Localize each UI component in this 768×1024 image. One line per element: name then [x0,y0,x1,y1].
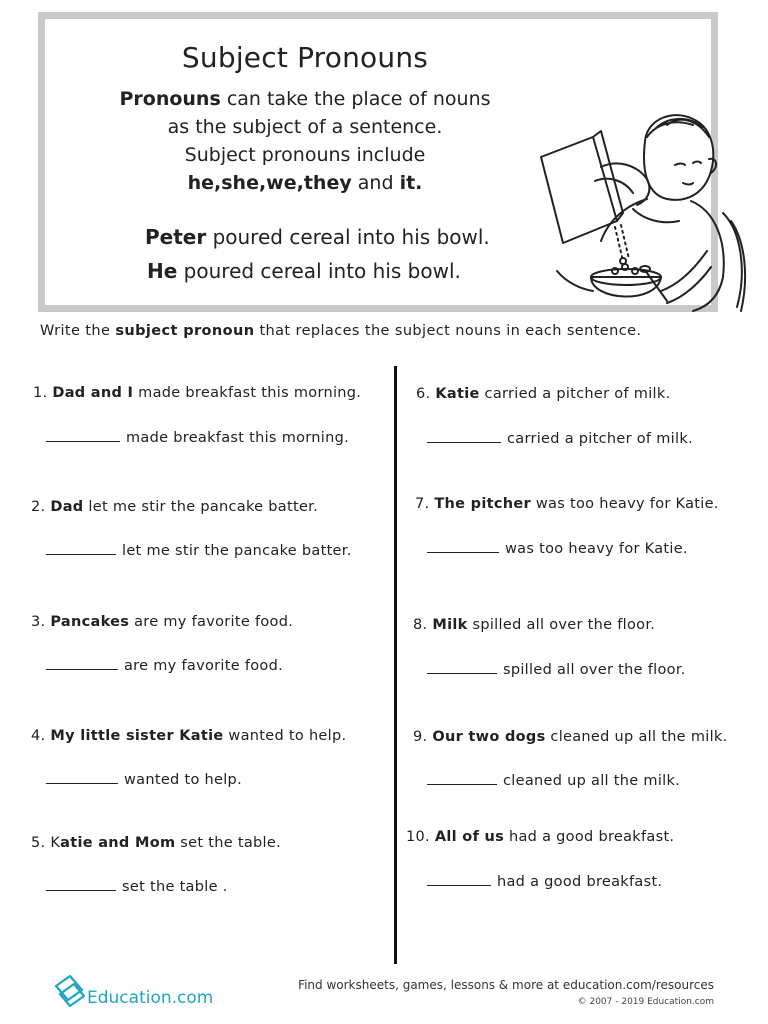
answer-line-2 [46,542,352,559]
answer-text: carried a pitcher of milk. [507,431,693,447]
question-subject: Katie [435,386,480,402]
answer-blank-4[interactable] [46,771,118,784]
intro-line-2: as the subject of a sentence. [167,116,443,138]
question-text: spilled all over the floor. [472,617,656,633]
example-sentence-1 [145,225,490,249]
answer-blank-8[interactable] [427,661,497,674]
brand-logo-text: Education.com [87,988,214,1008]
answer-text: are my favorite food. [124,658,283,674]
question-3 [31,614,293,630]
question-subject: All of us [434,829,505,845]
question-6 [416,386,670,402]
question-7 [415,496,719,512]
answer-blank-9[interactable] [427,772,497,785]
answer-line-1 [46,429,349,446]
intro-bold-pronouns: Pronouns [119,88,221,110]
question-4 [31,728,346,744]
answer-line-8 [427,661,686,678]
question-number: 4. [31,728,46,744]
question-number: 10. [406,829,430,845]
question-2 [31,499,318,515]
answer-blank-5[interactable] [46,878,116,891]
answer-text: let me stir the pancake batter. [122,543,352,559]
example-2-rest: poured cereal into his bowl. [183,259,461,283]
answer-line-3 [46,657,283,674]
question-number: 1. [33,385,48,401]
question-text: had a good breakfast. [509,829,675,845]
answer-blank-2[interactable] [46,542,116,555]
intro-line-1 [45,85,565,113]
boy-pouring-cereal-illustration [497,101,755,319]
question-number: 6. [416,386,431,402]
header-box [38,12,718,312]
question-text: cleaned up all the milk. [550,729,728,745]
intro-text-and: and [357,172,394,194]
question-9 [413,729,728,745]
answer-line-4 [46,771,242,788]
question-number: 2. [31,499,46,515]
answer-text: had a good breakfast. [497,874,663,890]
example-sentence-2 [147,259,461,283]
question-subject: Milk [432,617,468,633]
answer-line-9 [427,772,680,789]
example-1-rest: poured cereal into his bowl. [212,225,490,249]
question-number: 7. [415,496,430,512]
question-subject: The pitcher [434,496,531,512]
question-subject: My little sister Katie [50,728,224,744]
page-title: Subject Pronouns [181,41,429,74]
answer-text: set the table . [122,879,228,895]
answer-blank-10[interactable] [427,873,491,886]
answer-blank-6[interactable] [427,430,501,443]
question-text: carried a pitcher of milk. [484,386,671,402]
question-number: 3. [31,614,46,630]
footer-resources-link[interactable]: Find worksheets, games, lessons & more at education.com/resources [298,978,714,992]
instructions-bold: subject pronoun [115,323,255,339]
question-subject: Dad and I [52,385,134,401]
intro-line-3: Subject pronouns include [184,144,426,166]
answer-line-6 [427,430,693,447]
instructions [40,323,641,339]
answer-text: spilled all over the floor. [503,662,686,678]
instructions-pre: Write the [40,323,111,339]
question-5 [31,835,281,851]
intro-text-1: can take the place of nouns [226,88,491,110]
instructions-post: that replaces the subject nouns in each sentence. [259,323,642,339]
intro-bold-pronoun-list: he,she,we,they [187,172,352,194]
question-subject: Our two dogs [432,729,546,745]
question-text: wanted to help. [228,728,347,744]
question-text: are my favorite food. [134,614,294,630]
question-number: 5. K [31,835,61,851]
example-2-subject: He [147,259,178,283]
answer-text: made breakfast this morning. [126,430,350,446]
question-10 [406,829,674,845]
question-subject: Pancakes [50,614,130,630]
question-number: 9. [413,729,428,745]
question-1 [33,385,361,401]
question-8 [413,617,655,633]
column-divider [394,366,397,964]
answer-line-7 [427,540,688,557]
answer-blank-3[interactable] [46,657,118,670]
answer-blank-7[interactable] [427,540,499,553]
answer-line-5 [46,878,228,895]
answer-blank-1[interactable] [46,429,120,442]
intro-line-4 [45,169,565,197]
intro-bold-it: it. [399,172,423,194]
answer-text: cleaned up all the milk. [503,773,681,789]
question-number: 8. [413,617,428,633]
question-text: let me stir the pancake batter. [88,499,319,515]
question-subject: atie and Mom [60,835,176,851]
footer-copyright: © 2007 - 2019 Education.com [577,997,714,1007]
question-text: made breakfast this morning. [138,385,362,401]
question-subject: Dad [50,499,84,515]
question-text: set the table. [180,835,281,851]
answer-text: wanted to help. [124,772,242,788]
answer-text: was too heavy for Katie. [505,541,688,557]
example-1-subject: Peter [145,225,207,249]
question-text: was too heavy for Katie. [535,496,719,512]
answer-line-10 [427,873,662,890]
